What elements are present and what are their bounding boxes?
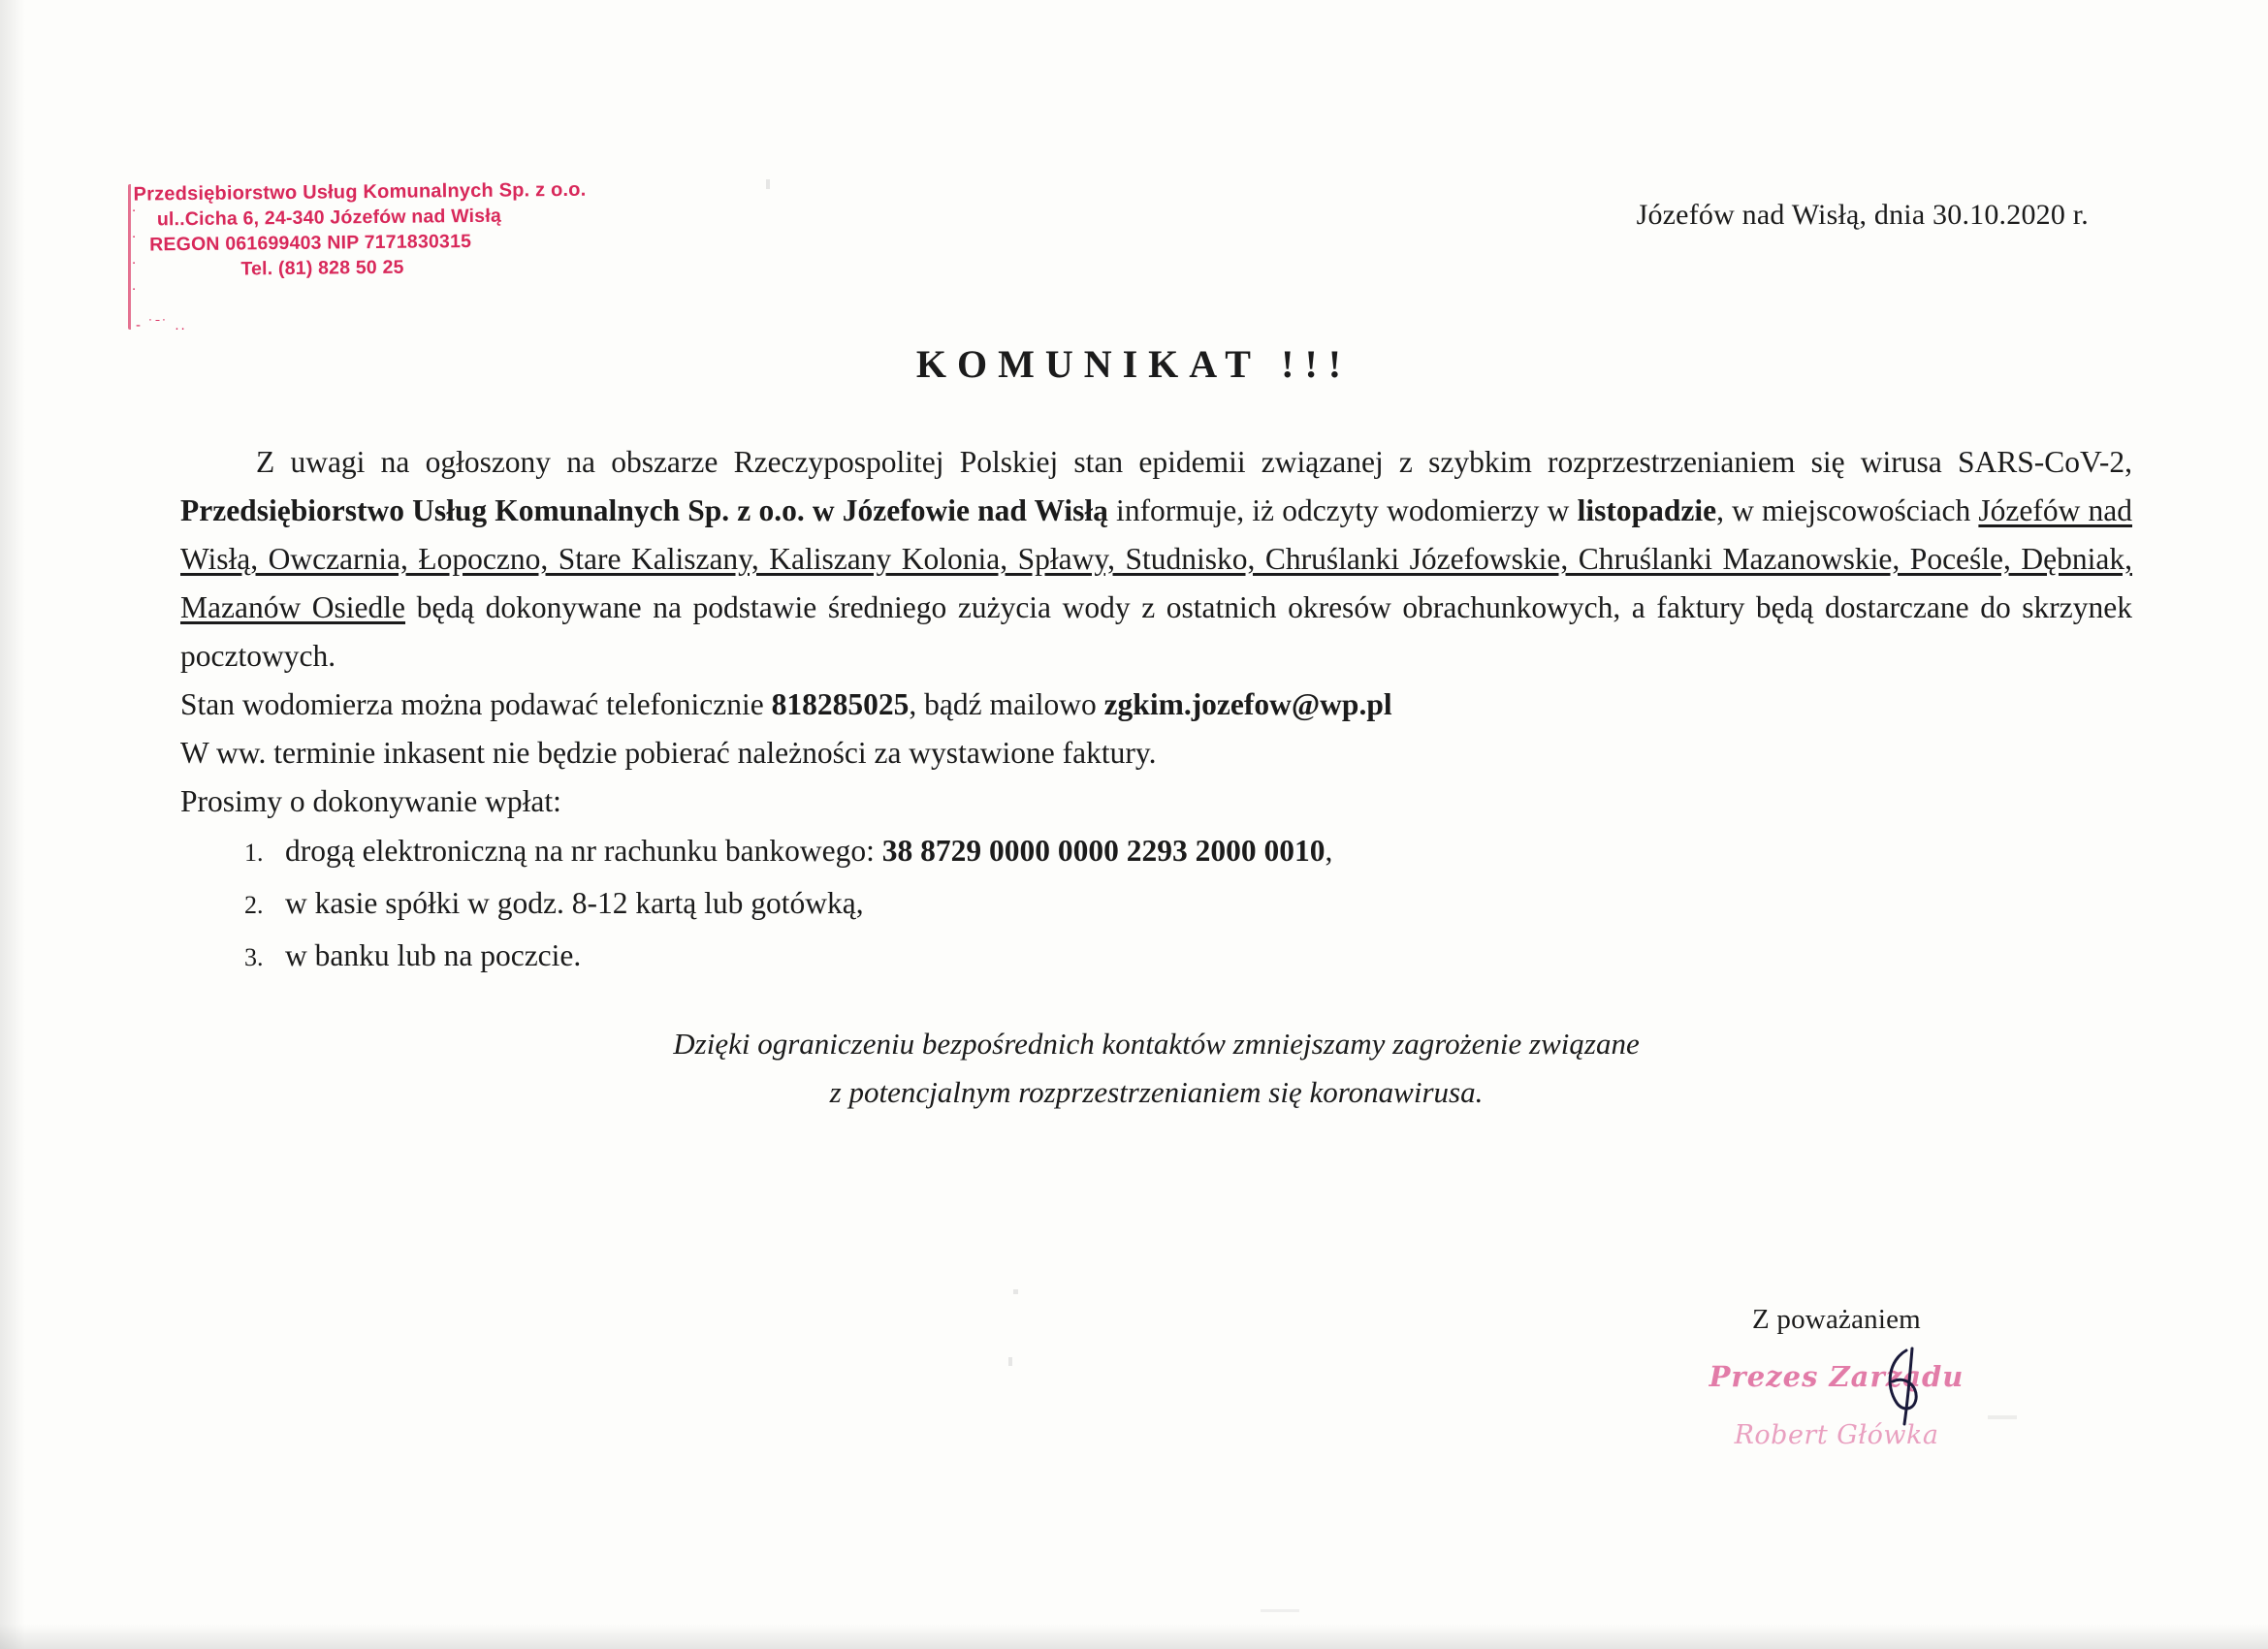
signature-position: Prezes Zarządu — [1709, 1360, 1965, 1393]
signature-name: Robert Główka — [1734, 1420, 1939, 1450]
company-stamp — [133, 176, 619, 282]
document-body — [180, 438, 2132, 1117]
scan-speck — [766, 179, 770, 189]
paragraph-payments-intro: Prosimy o dokonywanie wpłat: — [180, 784, 561, 818]
p1-text-1: Z uwagi na ogłoszony na obszarze Rzeczypospolitej Polskiej stan epidemii związanej z szybkim rozprzestrzenianiem się wirusa SARS-CoV-2, — [256, 445, 2132, 479]
signature-block — [1633, 1304, 2040, 1450]
stamp-regon-nip: REGON 061699403 NIP 7171830315 — [149, 230, 472, 256]
page-title: KOMUNIKAT !!! — [915, 342, 1353, 386]
list-item-text: w banku lub na poczcie. — [285, 938, 582, 972]
list-item — [244, 931, 2132, 983]
stamp-smudge: - ˙ˉ˙ .. — [136, 317, 187, 333]
p1-localities-underlined: Józefów nad Wisłą, Owczarnia, Łopoczno, Stare Kaliszany, Kaliszany Kolonia, Spławy, Studnisko, Chruślanki Józefowskie, Chruślanki Mazanowskie, Poceśle, Dębniak, Mazanów Osiedle — [180, 493, 2132, 624]
p1-text-4: będą dokonywane na podstawie średniego zużycia wody z ostatnich okresów obrachunkowych, a faktury będą dostarczane do skrzynek pocztowych. — [180, 590, 2132, 673]
closing-line-2: z potencjalnym rozprzestrzenianiem się koronawirusa. — [829, 1075, 1484, 1109]
paragraph-collector-note: W ww. terminie inkasent nie będzie pobierać należności za wystawione faktury. — [180, 736, 1157, 770]
payment-options-list — [180, 826, 2132, 983]
list-item-text: w kasie spółki w godz. 8-12 kartą lub gotówką, — [285, 886, 864, 920]
stamp-marks: . . . . — [132, 199, 137, 294]
closing-line-1: Dzięki ograniczeniu bezpośrednich kontaktów zmniejszamy zagrożenie związane — [673, 1027, 1640, 1061]
bank-account-number: 38 8729 0000 0000 2293 2000 0010 — [881, 834, 1326, 868]
scan-speck — [1008, 1357, 1012, 1366]
email-address: zgkim.jozefow@wp.pl — [1103, 687, 1392, 721]
p1-text-2: informuje, iż odczyty wodomierzy w — [1107, 493, 1578, 527]
p1-text-3: , w miejscowościach — [1716, 493, 1979, 527]
list-item-text: drogą elektroniczną na nr rachunku bankowego: — [285, 834, 882, 868]
paragraph-main — [180, 438, 2132, 681]
list-item-number: 1. — [244, 839, 264, 867]
p2-text-2: , bądź mailowo — [909, 687, 1104, 721]
scan-edge-shadow-bottom — [0, 1624, 2268, 1649]
list-item — [244, 878, 2132, 931]
phone-number: 818285025 — [771, 687, 910, 721]
list-item-number: 3. — [244, 943, 264, 971]
p2-text-1: Stan wodomierza można podawać telefonicznie — [180, 687, 772, 721]
stamp-phone: Tel. (81) 828 50 25 — [240, 256, 404, 280]
closing-note — [180, 1020, 2132, 1117]
document-date: Józefów nad Wisłą, dnia 30.10.2020 r. — [1636, 199, 2089, 231]
p1-month-bold: listopadzie — [1577, 493, 1717, 527]
p1-company-bold: Przedsiębiorstwo Usług Komunalnych Sp. z o.o. w Józefowie nad Wisłą — [180, 493, 1108, 527]
list-item-text-after: , — [1325, 834, 1333, 868]
paragraph-contact — [180, 681, 2132, 729]
signature-regards: Z poważaniem — [1752, 1304, 1921, 1335]
scan-speck — [1013, 1289, 1018, 1294]
scan-speck — [1261, 1609, 1299, 1612]
list-item — [244, 826, 2132, 878]
list-item-number: 2. — [244, 891, 264, 919]
stamp-company-name: Przedsiębiorstwo Usług Komunalnych Sp. z o.o. — [133, 178, 587, 206]
stamp-address: ul..Cicha 6, 24-340 Józefów nad Wisłą — [156, 205, 502, 231]
scan-edge-shadow-left — [0, 0, 25, 1649]
